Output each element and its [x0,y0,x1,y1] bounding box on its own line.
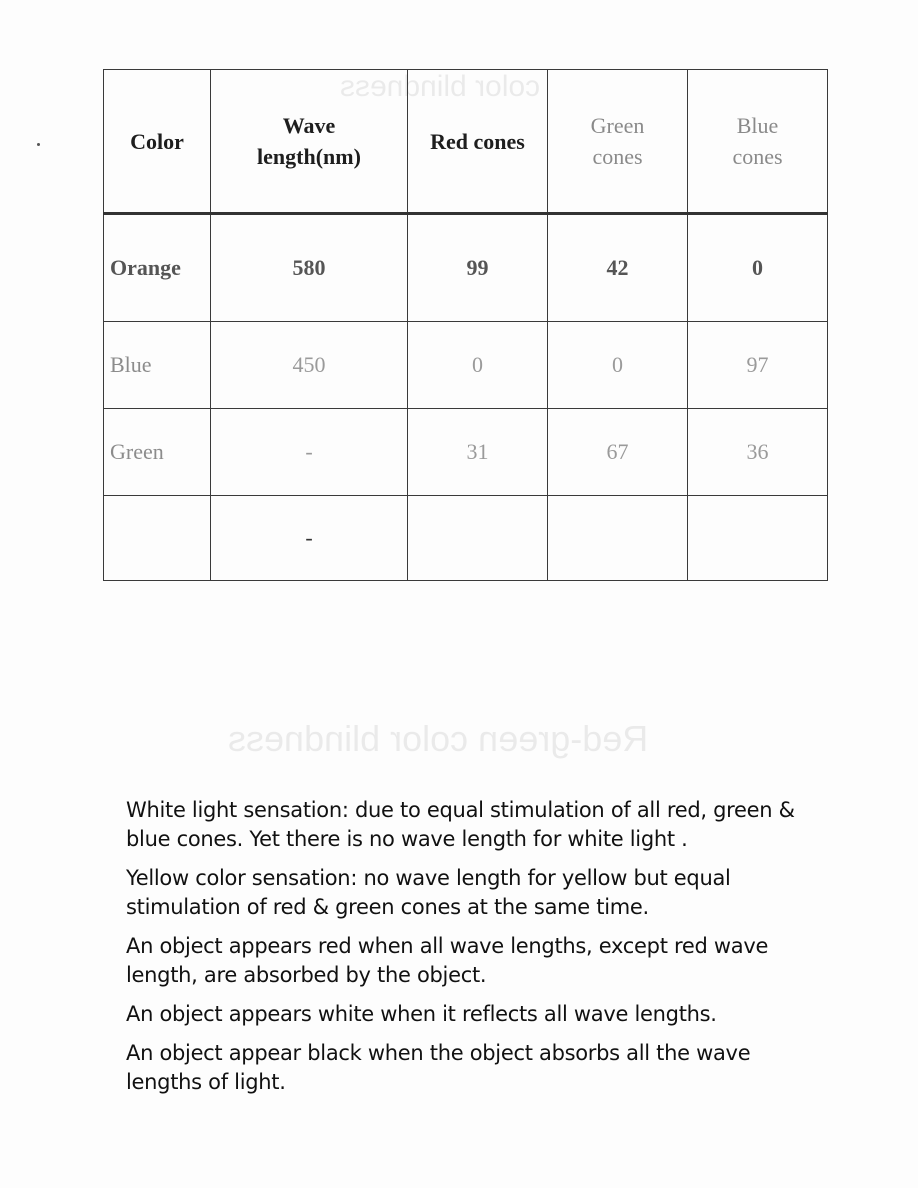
bleed-through-heading: Red-green color blindness [228,718,649,759]
cell-red: 99 [408,214,548,322]
note-white-light: White light sensation: due to equal stimulation of all red, green & blue cones. Yet there is no wave length for white light . [126,798,795,851]
table-header-row [104,70,828,214]
cell-green: 42 [548,214,688,322]
note-black-object: An object appear black when the object absorbs all the wave lengths of light. [126,1041,751,1094]
note-red-object: An object appears red when all wave lengths, except red wave length, are absorbed by the object. [126,934,769,987]
cell-green: 67 [548,409,688,496]
cell-blue: 36 [688,409,828,496]
cell-color [104,496,211,581]
header-red-cones: Red cones [408,70,548,214]
cell-blue [688,496,828,581]
cell-color: Blue [104,322,211,409]
note-yellow-sensation: Yellow color sensation: no wave length for yellow but equal stimulation of red & green cones at the same time. [126,866,731,919]
cell-wavelength: 450 [211,322,408,409]
header-wavelength: Wave length(nm) [211,70,408,214]
cell-wavelength: - [211,496,408,581]
cell-green: 0 [548,322,688,409]
table-row [104,409,828,496]
cell-wavelength: 580 [211,214,408,322]
bleed-through-title: color blindness [340,70,541,103]
cell-blue: 0 [688,214,828,322]
explanation-notes [126,796,806,1107]
cell-color: Green [104,409,211,496]
header-blue-cones: Blue cones [688,70,828,214]
cell-color: Orange [104,214,211,322]
note-white-object: An object appears white when it reflects all wave lengths. [126,1002,717,1026]
cell-red: 31 [408,409,548,496]
header-green-cones: Green cones [548,70,688,214]
table-row [104,496,828,581]
table-row [104,214,828,322]
table-row [104,322,828,409]
scan-speck [37,143,40,146]
cell-green [548,496,688,581]
cell-wavelength: - [211,409,408,496]
cone-stimulation-table [103,69,828,581]
cell-red: 0 [408,322,548,409]
cell-blue: 97 [688,322,828,409]
cell-red [408,496,548,581]
header-color: Color [104,70,211,214]
